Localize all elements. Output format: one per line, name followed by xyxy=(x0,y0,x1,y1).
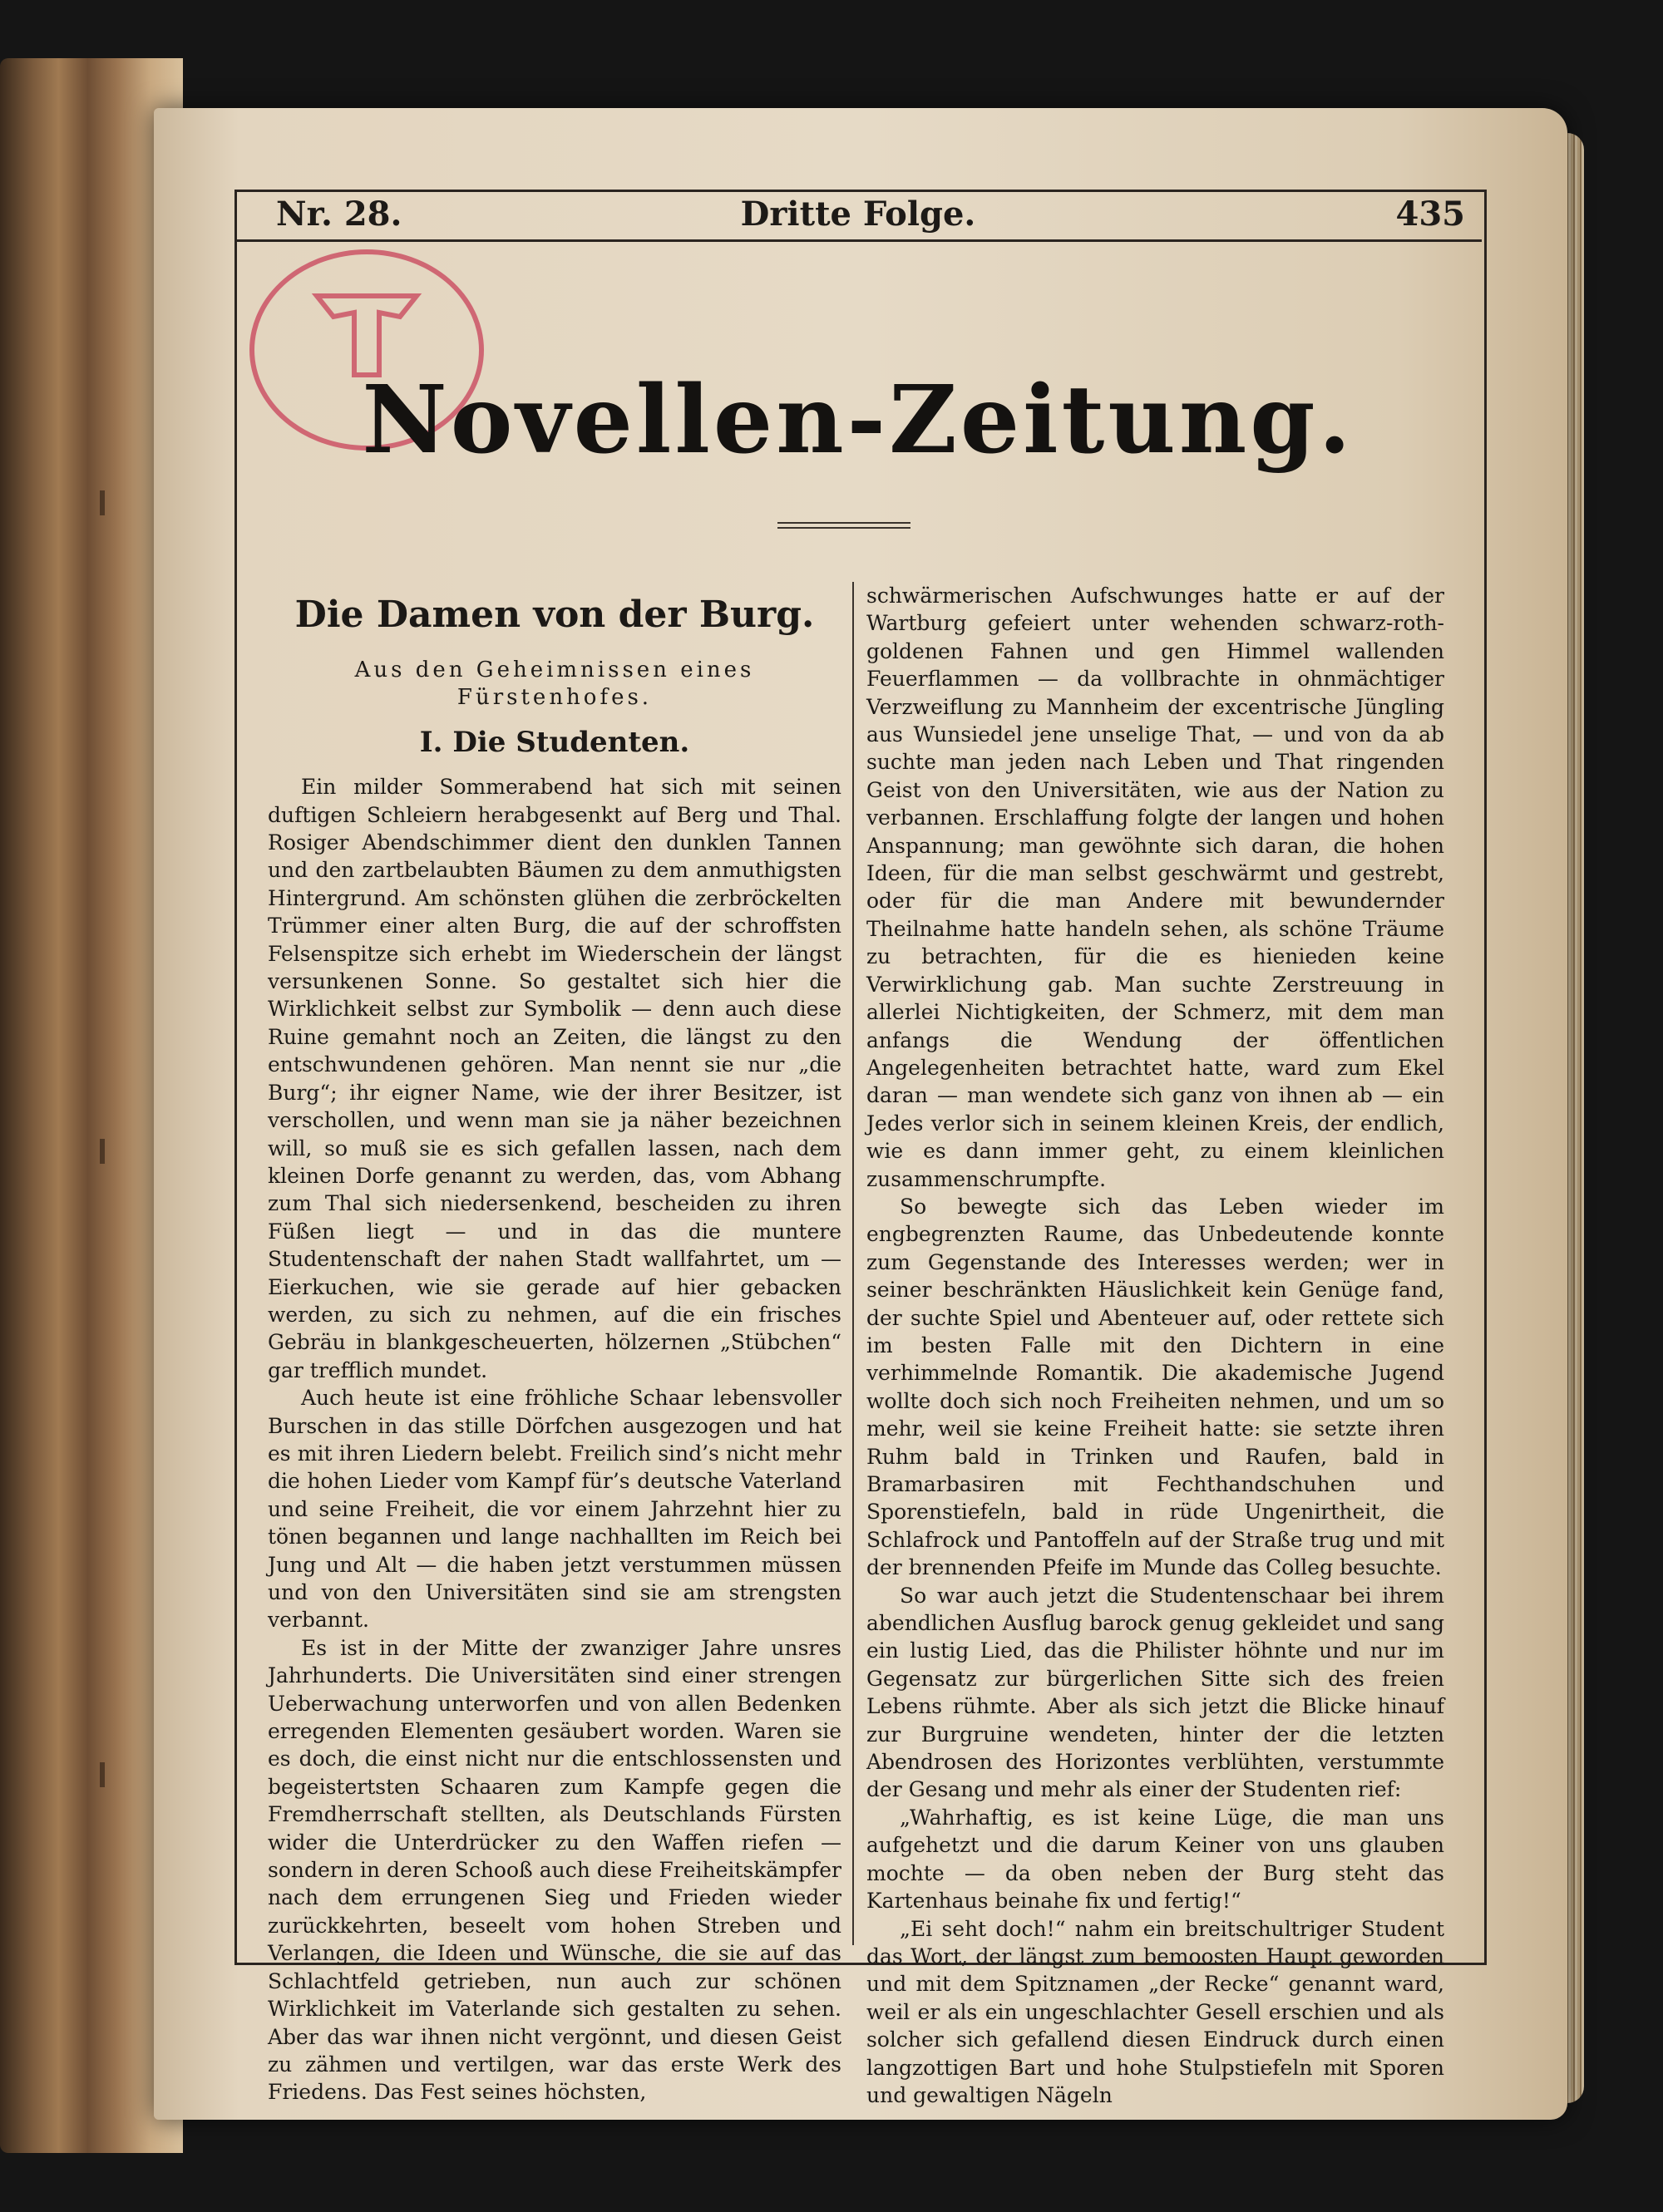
paragraph: So war auch jetzt die Studentenschaar bei ihrem abendlichen Ausflug barock genug gekleidet und sang ein lustig Lied, das die Philister höhnte und nur im Gegensatz zur bürgerlichen Sitte sich des freien Lebens rühmte. Aber als sich jetzt die Blicke hinauf zur Burgruine wendeten, hinter der die letzten Abendrosen des Horizontes verblühten, verstummte der Gesang und mehr als einer der Studenten rief: xyxy=(866,1583,1444,1802)
ornamental-rule xyxy=(777,522,910,529)
column-divider xyxy=(852,582,854,1945)
page-number: 435 xyxy=(1395,195,1465,234)
paragraph: Es ist in der Mitte der zwanziger Jahre unsres Jahrhunderts. Die Universitäten sind einer strengen Ueberwachung unterworfen und von allen Bedenken erregenden Elementen gesäubert worden. Waren sie es doch, die einst nicht nur die entschlossensten und begeistertsten Schaaren zum Kampfe gegen die Fremdherrschaft stellten, als Deutschlands Fürsten wider die Unterdrücker zu den Waffen riefen — sondern in deren Schooß auch diese Freiheitskämpfer nach dem errungenen Sieg und Frieden wieder zurückkehrten, beseelt vom hohen Streben und Verlangen, die Ideen und Wünsche, die sie auf das Schlachtfeld getrieben, nun auch zur schönen Wirklichkeit im Vaterlande sich gestalten zu sehen. Aber das war ihnen nicht vergönnt, und diesen Geist zu zähmen und vertilgen, war das erste Werk des Friedens. Das Fest seines höchsten, xyxy=(268,1635,841,2105)
issue-number: Nr. 28. xyxy=(276,195,402,234)
binding-stitch xyxy=(100,1139,105,1164)
page-header xyxy=(234,190,1482,242)
binding-stitch xyxy=(100,1762,105,1787)
story-title: Die Damen von der Burg. xyxy=(294,594,815,636)
chapter-heading: I. Die Studenten. xyxy=(419,725,690,759)
paragraph: So bewegte sich das Leben wieder im engbegrenzten Raume, das Unbedeutende konnte zum Gegenstande des Interesses werden; wer in seiner beschränkten Häuslichkeit kein Genüge fand, der suchte Spiel und Abenteuer auf, oder rettete sich im besten Falle mit den Dichtern in eine verhimmelnde Romantik. Die akademische Jugend wollte doch sich noch Freiheiten nehmen, und um so mehr, weil sie keine Freiheit hatte: sie setzte ihren Ruhm bald in Trinken und Raufen, bald in Bramarbasiren mit Fechthandschuhen und Sporenstiefeln, bald in rüde Ungenirtheit, die Schlafrock und Pantoffeln auf der Straße trug und mit der brennenden Pfeife im Munde das Colleg besuchte. xyxy=(866,1194,1444,1580)
left-column xyxy=(268,582,841,2105)
paragraph: Auch heute ist eine fröhliche Schaar lebensvoller Burschen in das stille Dörfchen ausgezogen und hat es mit ihren Liedern belebt. Freilich sind’s nicht mehr die hohen Lieder vom Kampf für’s deutsche Vaterland und seine Freiheit, die vor einem Jahrzehnt hier zu tönen begannen und lange nachhallten im Reich bei Jung und Alt — die haben jetzt verstummen müssen und von den Universitäten sind sie am strengsten verbannt. xyxy=(268,1386,841,1633)
masthead-title: Novellen-Zeitung. xyxy=(362,366,1355,475)
series-label: Dritte Folge. xyxy=(740,195,976,234)
right-column xyxy=(866,582,1444,2107)
paragraph: schwärmerischen Aufschwunges hatte er auf der Wartburg gefeiert unter wehenden schwarz-roth-goldenen Fahnen und gen Himmel wallenden Feuerflammen — da vollbrachte in ohnmächtiger Verzweiflung zu Mannheim der excentrische Jüngling aus Wunsiedel jene unselige That, — und von da ab suchte man jeden nach Leben und That ringenden Geist von den Universitäten, wie aus der Nation zu verbannen. Erschlaffung folgte der langen und hohen Anspannung; man gewöhnte sich daran, die hohen Ideen, für die man selbst geschwärmt und gestrebt, oder für die man Andere mit bewundernder Theilnahme hatte handeln sehen, als schöne Träume zu betrachten, für die es hienieden keine Verwirklichung gab. Man suchte Zerstreuung in allerlei Nichtigkeiten, der Schmerz, mit dem man anfangs die Wendung der öffentlichen Angelegenheiten betrachtet hatte, ward zum Ekel daran — man wendete sich ganz von ihnen ab — ein Jedes verlor sich in seinem kleinen Kreis, der endlich, wie es dann immer geht, zu einem kleinlichen zusammenschrumpfte. xyxy=(866,584,1444,1191)
story-subtitle: Aus den Geheimnissen eines Fürstenhofes. xyxy=(354,658,755,711)
paragraph: Ein milder Sommerabend hat sich mit seinen duftigen Schleiern herabgesenkt auf Berg und Thal. Rosiger Abendschimmer dient den dunklen Tannen und den zartbelaubten Bäumen zu dem anmuthigsten Hintergrund. Am schönsten glühen die zerbröckelten Trümmer einer alten Burg, die auf der schroffsten Felsenspitze sich erhebt im Wiederschein der längst versunkenen Sonne. So gestaltet sich hier die Wirklichkeit selbst zur Symbolik — denn auch diese Ruine gemahnt noch an Zeiten, die längst zu den entschwundenen gehören. Man nennt sie nur „die Burg“; ihr eigner Name, wie der ihrer Besitzer, ist verschollen, und wenn man sie ja näher bezeichnen will, so muß sie es sich gefallen lassen, nach dem kleinen Dorfe genannt zu werden, das, vom Abhang zum Thal sich niedersenkend, bescheiden zu ihren Füßen liegt — und in das die muntere Studentenschaft der nahen Stadt wallfahrtet, um — Eierkuchen, wie sie gerade auf hier gebacken werden, zu sich zu nehmen, auf die ein frisches Gebräu in blankgescheuerten, hölzernen „Stübchen“ gar trefflich mundet. xyxy=(268,775,841,1382)
binding-stitch xyxy=(100,490,105,515)
paragraph: „Wahrhaftig, es ist keine Lüge, die man uns aufgehetzt und die darum Keiner von uns glauben mochte — da oben neben der Burg steht das Kartenhaus beinahe fix und fertig!“ xyxy=(866,1805,1444,1914)
paragraph: „Ei seht doch!“ nahm ein breitschultriger Student das Wort, der längst zum bemoosten Haupt geworden und mit dem Spitznamen „der Recke“ genannt ward, weil er als ein ungeschlachter Gesell erschien und als solcher sich gefallend diesen Eindruck durch einen langzottigen Bart und hohe Stulpstiefeln mit Sporen und gewaltigen Nägeln xyxy=(866,1916,1444,2107)
